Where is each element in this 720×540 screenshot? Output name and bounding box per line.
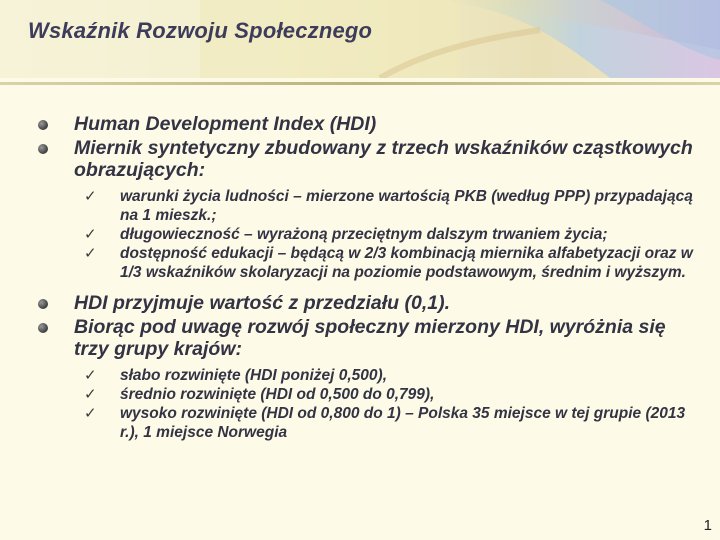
- page-number: 1: [703, 517, 712, 534]
- sublist-item: [38, 187, 698, 225]
- round-bullet-icon: [38, 144, 48, 154]
- bullet-item: [38, 316, 698, 360]
- sublist: [38, 366, 698, 442]
- sublist-item: [38, 244, 698, 282]
- bullet-item: [38, 137, 698, 181]
- checkmark-icon: ✓: [84, 187, 97, 205]
- slide-title: Wskaźnik Rozwoju Społecznego: [28, 18, 373, 43]
- sublist-text: średnio rozwinięte (HDI od 0,500 do 0,799),: [120, 386, 435, 403]
- checkmark-icon: ✓: [84, 225, 97, 243]
- header-divider: [0, 82, 720, 85]
- round-bullet-icon: [38, 120, 48, 130]
- sublist-text: długowieczność – wyrażoną przeciętnym dalszym trwaniem życia;: [120, 226, 608, 243]
- sublist-text: dostępność edukacji – będącą w 2/3 kombinacją miernika alfabetyzacji oraz w 1/3 wskaźników skolaryzacji na poziomie podstawowym, średnim i wyższym.: [120, 245, 693, 281]
- sublist-item: [38, 366, 698, 385]
- checkmark-icon: ✓: [84, 244, 97, 262]
- sublist-item: [38, 225, 698, 244]
- bullet-text: Miernik syntetyczny zbudowany z trzech wskaźników cząstkowych obrazujących:: [74, 137, 693, 181]
- slide-content: [38, 113, 698, 442]
- sublist-item: [38, 404, 698, 442]
- sublist-text: wysoko rozwinięte (HDI od 0,800 do 1) – Polska 35 miejsce w tej grupie (2013 r.), 1 miejsce Norwegia: [120, 405, 686, 441]
- sublist-item: [38, 385, 698, 404]
- bullet-item: [38, 113, 698, 135]
- sublist: [38, 187, 698, 282]
- bullet-item: [38, 292, 698, 314]
- header-band: [0, 0, 720, 78]
- sublist-text: słabo rozwinięte (HDI poniżej 0,500),: [120, 367, 387, 384]
- bullet-text: Human Development Index (HDI): [74, 113, 377, 135]
- bullet-text: Biorąc pod uwagę rozwój społeczny mierzony HDI, wyróżnia się trzy grupy krajów:: [74, 316, 666, 360]
- checkmark-icon: ✓: [84, 385, 97, 403]
- checkmark-icon: ✓: [84, 404, 97, 422]
- round-bullet-icon: [38, 299, 48, 309]
- sublist-text: warunki życia ludności – mierzone wartością PKB (według PPP) przypadającą na 1 mieszk.;: [120, 188, 693, 224]
- bullet-text: HDI przyjmuje wartość z przedziału (0,1).: [74, 292, 451, 314]
- round-bullet-icon: [38, 323, 48, 333]
- checkmark-icon: ✓: [84, 366, 97, 384]
